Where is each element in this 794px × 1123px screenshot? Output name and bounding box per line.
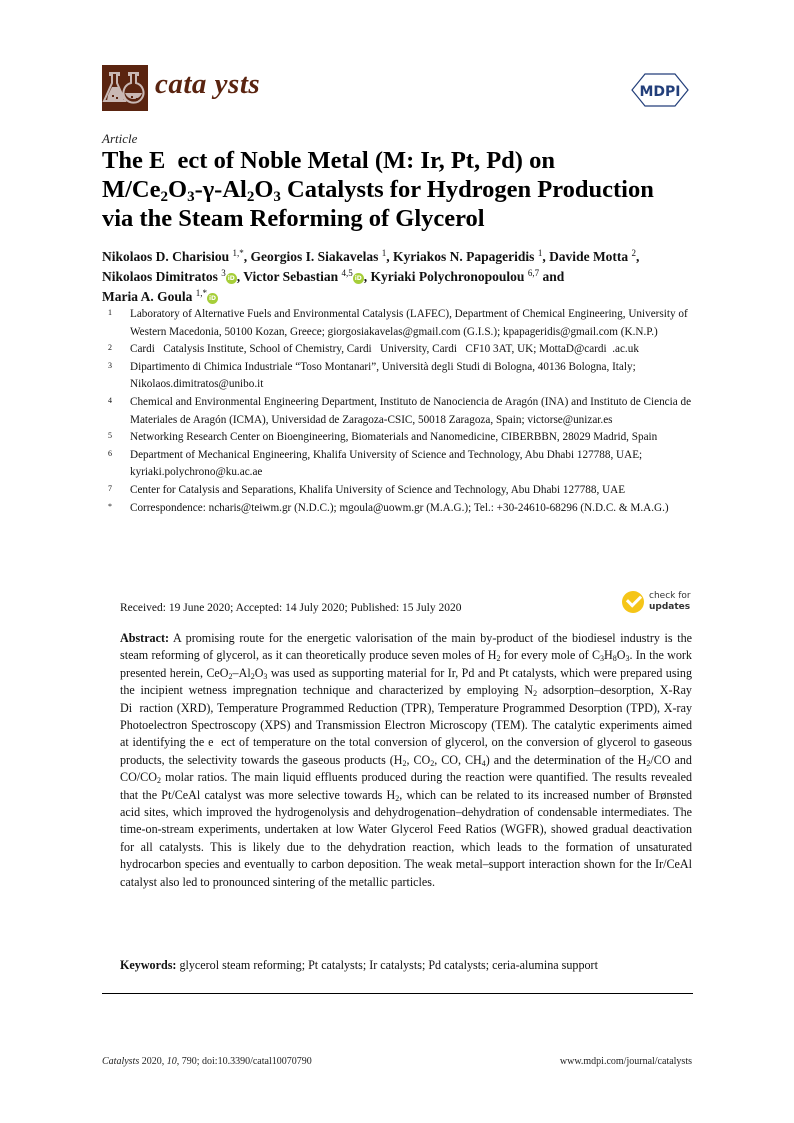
affiliation-item: 1 Laboratory of Alternative Fuels and Environmental Catalysis (LAFEC), Department of Chemical Engineering, University of Western Macedonia, 50100 Kozan, Greece; giorgosiakavelas@gmail.com (G.I.S.); kpapageridis@gmail.com (K.N.P.) xyxy=(108,308,688,338)
abstract: Abstract: A promising route for the energetic valorisation of the main by-product of the biodiesel industry is the steam reforming of glycerol, as it can theoretically produce seven moles of $H_2$ for every mole of $C_3H_8O_3$. In the work presented herein, $CeO_2-Al_2O_3$ was used as supporting material for Ir, Pd and Pt catalysts, which were prepared using the incipient wetness impregnation technique and characterized by employing $N_2$ adsorption–desorption, X-Ray Di raction (XRD), Temperature Programmed Reduction (TPR), Temperature Programmed Desorption (TPD), X-ray Photoelectron Spectroscopy (XPS) and Transmission Electron Microscopy (TEM). The catalytic experiments aimed at identifying the e ect of temperature on the total conversion of glycerol, on the conversion of glycerol to gaseous products, the selectivity towards the gaseous products ($H_2$, $CO_2$, CO, $CH_4$) and the determination of the $H_2/CO$ and $CO/CO_2$ molar ratios. The main liquid effluents produced during the reaction were quantified. The results revealed that the Pt/CeAl catalyst was more selective towards $H_2$, which can be related to its increased number of Brønsted acid sites, which improved the hydrogenolysis and dehydrogenation–dehydration of condensable intermediates. The time-on-stream experiments, undertaken at low Water Glycerol Feed Ratios (WGFR), showed gradual deactivation for all catalysts. This is likely due to the dehydration reaction, which leads to the formation of unsaturated hydrocarbon species and eventually to carbon deposition. The weak metal–support interaction shown for the Ir/CeAl catalyst also led to pronounced sintering of the metallic particles. xyxy=(120,631,692,889)
keywords xyxy=(120,958,692,973)
authors-connector: and xyxy=(542,269,565,284)
journal-url-link[interactable]: www.mdpi.com/journal/catalysts xyxy=(559,1056,692,1067)
correspondence: * Correspondence: ncharis@teiwm.gr (N.D.C.); mgoula@uowm.gr (M.A.G.); Tel.: +30-24610-68296 (N.D.C. & M.A.G.) xyxy=(108,501,669,514)
title-line-2: $M/Ce_2O_3-\gamma-Al_2O_3$ Catalysts for Hydrogen Production xyxy=(102,176,654,205)
article-type: Article xyxy=(102,131,138,146)
title-line-3: via the Steam Reforming of Glycerol xyxy=(102,205,485,232)
author[interactable]: Nikolaos D. Charisiou $^{1,*}$ xyxy=(102,248,244,264)
mdpi-logo xyxy=(631,73,689,107)
mdpi-logo-text: MDPI xyxy=(639,84,681,100)
affiliation-item: 4 Chemical and Environmental Engineering Department, Instituto de Nanociencia de Aragón (INA) and Instituto de Ciencia de Materiales de Aragón (ICMA), Universidad de Zaragoza-CSIC, 50018 Zaragoza, Spain; victorse@unizar.es xyxy=(108,395,692,426)
affiliation-item: 2 Cardi Catalysis Institute, School of Chemistry, Cardi University, Cardi CF10 3AT, UK; MottaD@cardi .ac.uk xyxy=(108,343,639,356)
orcid-icon[interactable]: iD xyxy=(354,275,362,282)
affiliation-item: 3 Dipartimento di Chimica Industriale “Toso Montanari”, Università degli Studi di Bologna, 40136 Bologna, Italy; Nikolaos.dimitratos@unibo.it xyxy=(108,360,636,391)
keywords-label: Keywords: xyxy=(120,958,177,972)
journal-logo xyxy=(102,65,148,111)
author-list: Nikolaos D. Charisiou $^{1,*}$, Georgios I. Siakavelas $^1$, Kyriakos N. Papageridis $^1$, Davide Motta $^2$, Nikolaos Dimitratos $^3$iD , Victor Sebastian $^{4,5}$iD , Kyriaki Polychronopoulou $^{6,7}$ and Maria A. Goula $^{1,*}$iD xyxy=(102,248,640,304)
affiliation-item: 6 Department of Mechanical Engineering, Khalifa University of Science and Technology, Abu Dhabi 127788, UAE; kyriaki.polychrono@ku.ac.ae xyxy=(108,448,643,479)
affiliation-item: 7 Center for Catalysis and Separations, Khalifa University of Science and Technology, Abu Dhabi 127788, UAE xyxy=(108,483,626,496)
check-for-updates-button[interactable] xyxy=(622,590,702,616)
keywords-text: glycerol steam reforming; Pt catalysts; Ir catalysts; Pd catalysts; ceria-alumina support xyxy=(176,958,598,972)
affiliations xyxy=(108,306,708,517)
orcid-icon[interactable]: iD xyxy=(208,295,217,302)
author[interactable]: Davide Motta $^2$ xyxy=(549,248,637,264)
author[interactable]: Kyriaki Polychronopoulou $^{6,7}$ xyxy=(370,268,540,284)
author[interactable]: Maria A. Goula $^{1,*}$iD xyxy=(102,288,217,304)
check-updates-line1: check for xyxy=(649,591,691,601)
citation-footer: Catalysts 2020, 10, 790; doi:10.3390/catal10070790 xyxy=(102,1056,312,1067)
check-updates-line2: updates xyxy=(649,601,691,612)
title-line-1: The E ect of Noble Metal (M: Ir, Pt, Pd) on xyxy=(102,147,555,174)
orcid-icon[interactable]: iD xyxy=(227,275,235,282)
abstract-label: Abstract: xyxy=(120,631,170,645)
author[interactable]: Nikolaos Dimitratos $^3$iD xyxy=(102,268,235,284)
author[interactable]: Kyriakos N. Papageridis $^1$ xyxy=(393,248,543,264)
publication-dates: Received: 19 June 2020; Accepted: 14 July 2020; Published: 15 July 2020 xyxy=(120,602,462,614)
author[interactable]: Victor Sebastian $^{4,5}$iD xyxy=(243,268,362,284)
divider xyxy=(102,993,693,994)
author[interactable]: Georgios I. Siakavelas $^1$ xyxy=(250,248,387,264)
article-title xyxy=(102,146,702,233)
checkmark-icon xyxy=(622,591,644,613)
affiliation-item: 5 Networking Research Center on Bioengineering, Biomaterials and Nanomedicine, CIBERBBN, 28029 Madrid, Spain xyxy=(108,431,658,444)
journal-name: cata ysts xyxy=(155,68,261,100)
flasks-icon xyxy=(102,65,148,111)
